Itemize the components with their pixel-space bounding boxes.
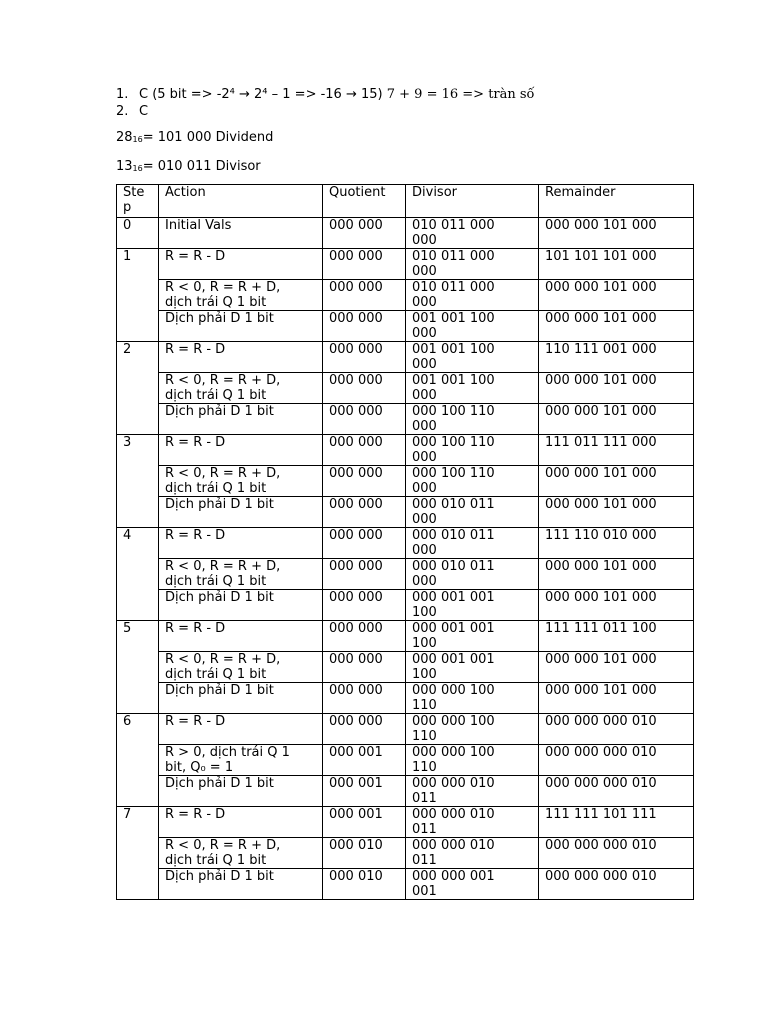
step-number-cell: 1 (117, 249, 159, 342)
divisor-cell: 001 001 100 000 (406, 342, 539, 373)
remainder-cell: 000 000 101 000 (539, 590, 694, 621)
divisor-cell: 000 001 001 100 (406, 590, 539, 621)
dividend-base: 16 (132, 135, 143, 144)
divisor-value: 13 (116, 159, 133, 174)
divisor-cell: 001 001 100 000 (406, 373, 539, 404)
table-row (117, 497, 694, 528)
header-remainder: Remainder (539, 185, 694, 218)
remainder-cell: 000 000 000 010 (539, 776, 694, 807)
action-cell: R = R - D (159, 714, 323, 745)
action-cell: R = R - D (159, 621, 323, 652)
step-number-cell: 2 (117, 342, 159, 435)
action-cell: R < 0, R = R + D, dịch trái Q 1 bit (159, 466, 323, 497)
remainder-cell: 000 000 101 000 (539, 683, 694, 714)
quotient-cell: 000 000 (323, 683, 406, 714)
divisor-base: 16 (132, 164, 143, 173)
table-body (117, 185, 694, 900)
table-row (117, 218, 694, 249)
action-cell: R < 0, R = R + D, dịch trái Q 1 bit (159, 559, 323, 590)
divisor-cell: 000 000 010 011 (406, 807, 539, 838)
divisor-cell: 000 000 100 110 (406, 714, 539, 745)
table-row (117, 435, 694, 466)
divisor-text: = 010 011 Divisor (142, 159, 261, 174)
quotient-cell: 000 000 (323, 590, 406, 621)
table-row (117, 838, 694, 869)
action-cell: R < 0, R = R + D, dịch trái Q 1 bit (159, 652, 323, 683)
action-cell: Dịch phải D 1 bit (159, 683, 323, 714)
table-row (117, 621, 694, 652)
action-cell: R = R - D (159, 435, 323, 466)
remainder-cell: 111 111 101 111 (539, 807, 694, 838)
document-body (116, 86, 716, 177)
action-cell: Dịch phải D 1 bit (159, 776, 323, 807)
quotient-cell: 000 000 (323, 497, 406, 528)
table-row (117, 807, 694, 838)
divisor-cell: 000 100 110 000 (406, 404, 539, 435)
action-cell: R < 0, R = R + D, dịch trái Q 1 bit (159, 280, 323, 311)
step-number-cell: 0 (117, 218, 159, 249)
table-row (117, 714, 694, 745)
action-cell: R = R - D (159, 342, 323, 373)
header-divisor: Divisor (406, 185, 539, 218)
remainder-cell: 000 000 101 000 (539, 280, 694, 311)
divisor-cell: 000 000 001 001 (406, 869, 539, 900)
divisor-line (116, 158, 716, 177)
quotient-cell: 000 000 (323, 559, 406, 590)
quotient-cell: 000 000 (323, 342, 406, 373)
divisor-cell: 000 100 110 000 (406, 466, 539, 497)
table-row (117, 280, 694, 311)
action-cell: Dịch phải D 1 bit (159, 497, 323, 528)
remainder-cell: 101 101 101 000 (539, 249, 694, 280)
table-row (117, 342, 694, 373)
quotient-cell: 000 000 (323, 466, 406, 497)
divisor-cell: 000 010 011 000 (406, 528, 539, 559)
divisor-cell: 000 100 110 000 (406, 435, 539, 466)
table-row (117, 745, 694, 776)
action-cell: R = R - D (159, 807, 323, 838)
divisor-cell: 010 011 000 000 (406, 280, 539, 311)
quotient-cell: 000 000 (323, 652, 406, 683)
quotient-cell: 000 000 (323, 404, 406, 435)
header-quotient: Quotient (323, 185, 406, 218)
divisor-cell: 010 011 000 000 (406, 249, 539, 280)
table-row (117, 466, 694, 497)
table-row (117, 373, 694, 404)
dividend-text: = 101 000 Dividend (142, 130, 274, 145)
table-row (117, 528, 694, 559)
action-cell: Dịch phải D 1 bit (159, 311, 323, 342)
quotient-cell: 000 010 (323, 869, 406, 900)
quotient-cell: 000 010 (323, 838, 406, 869)
remainder-cell: 000 000 101 000 (539, 497, 694, 528)
remainder-cell: 000 000 101 000 (539, 559, 694, 590)
answer-text-serif: 7 + 9 = 16 => tràn số (382, 87, 535, 102)
action-cell: R = R - D (159, 528, 323, 559)
quotient-cell: 000 001 (323, 745, 406, 776)
table-row (117, 776, 694, 807)
quotient-cell: 000 000 (323, 311, 406, 342)
quotient-cell: 000 000 (323, 280, 406, 311)
quotient-cell: 000 001 (323, 807, 406, 838)
step-number-cell: 4 (117, 528, 159, 621)
quotient-cell: 000 000 (323, 218, 406, 249)
table-row (117, 559, 694, 590)
step-number-cell: 7 (117, 807, 159, 900)
step-number-cell: 3 (117, 435, 159, 528)
table-row (117, 683, 694, 714)
action-cell: R > 0, dịch trái Q 1 bit, Q₀ = 1 (159, 745, 323, 776)
header-action: Action (159, 185, 323, 218)
table-row (117, 590, 694, 621)
table-header-row (117, 185, 694, 218)
answer-number: 1. (116, 87, 129, 102)
remainder-cell: 000 000 000 010 (539, 745, 694, 776)
quotient-cell: 000 000 (323, 373, 406, 404)
dividend-line (116, 129, 716, 148)
action-cell: Dịch phải D 1 bit (159, 590, 323, 621)
answer-text: C (5 bit => -2⁴ → 2⁴ – 1 => -16 → 15) (139, 87, 383, 102)
remainder-cell: 000 000 101 000 (539, 373, 694, 404)
action-cell: R = R - D (159, 249, 323, 280)
divisor-cell: 000 001 001 100 (406, 652, 539, 683)
quotient-cell: 000 000 (323, 621, 406, 652)
remainder-cell: 111 110 010 000 (539, 528, 694, 559)
remainder-cell: 000 000 101 000 (539, 652, 694, 683)
remainder-cell: 000 000 000 010 (539, 869, 694, 900)
divisor-cell: 000 000 010 011 (406, 838, 539, 869)
divisor-cell: 000 000 010 011 (406, 776, 539, 807)
action-cell: R < 0, R = R + D, dịch trái Q 1 bit (159, 373, 323, 404)
divisor-cell: 000 010 011 000 (406, 559, 539, 590)
answer-1 (116, 86, 716, 103)
table-row (117, 311, 694, 342)
header-step: Ste p (117, 185, 159, 218)
remainder-cell: 000 000 000 010 (539, 714, 694, 745)
remainder-cell: 111 111 011 100 (539, 621, 694, 652)
divisor-cell: 000 000 100 110 (406, 745, 539, 776)
answer-text: C (139, 104, 149, 119)
remainder-cell: 000 000 101 000 (539, 466, 694, 497)
quotient-cell: 000 000 (323, 249, 406, 280)
quotient-cell: 000 001 (323, 776, 406, 807)
divisor-cell: 010 011 000 000 (406, 218, 539, 249)
remainder-cell: 000 000 101 000 (539, 404, 694, 435)
action-cell: Initial Vals (159, 218, 323, 249)
dividend-value: 28 (116, 130, 133, 145)
remainder-cell: 000 000 101 000 (539, 311, 694, 342)
answer-2 (116, 103, 716, 120)
quotient-cell: 000 000 (323, 714, 406, 745)
divisor-cell: 001 001 100 000 (406, 311, 539, 342)
divisor-cell: 000 010 011 000 (406, 497, 539, 528)
quotient-cell: 000 000 (323, 528, 406, 559)
step-number-cell: 6 (117, 714, 159, 807)
divisor-cell: 000 001 001 100 (406, 621, 539, 652)
divisor-cell: 000 000 100 110 (406, 683, 539, 714)
table-row (117, 869, 694, 900)
quotient-cell: 000 000 (323, 435, 406, 466)
remainder-cell: 111 011 111 000 (539, 435, 694, 466)
division-steps-table (116, 184, 694, 900)
remainder-cell: 000 000 000 010 (539, 838, 694, 869)
answer-number: 2. (116, 104, 129, 119)
remainder-cell: 000 000 101 000 (539, 218, 694, 249)
table-row (117, 404, 694, 435)
action-cell: Dịch phải D 1 bit (159, 404, 323, 435)
action-cell: R < 0, R = R + D, dịch trái Q 1 bit (159, 838, 323, 869)
remainder-cell: 110 111 001 000 (539, 342, 694, 373)
action-cell: Dịch phải D 1 bit (159, 869, 323, 900)
table-row (117, 249, 694, 280)
table-row (117, 652, 694, 683)
step-number-cell: 5 (117, 621, 159, 714)
